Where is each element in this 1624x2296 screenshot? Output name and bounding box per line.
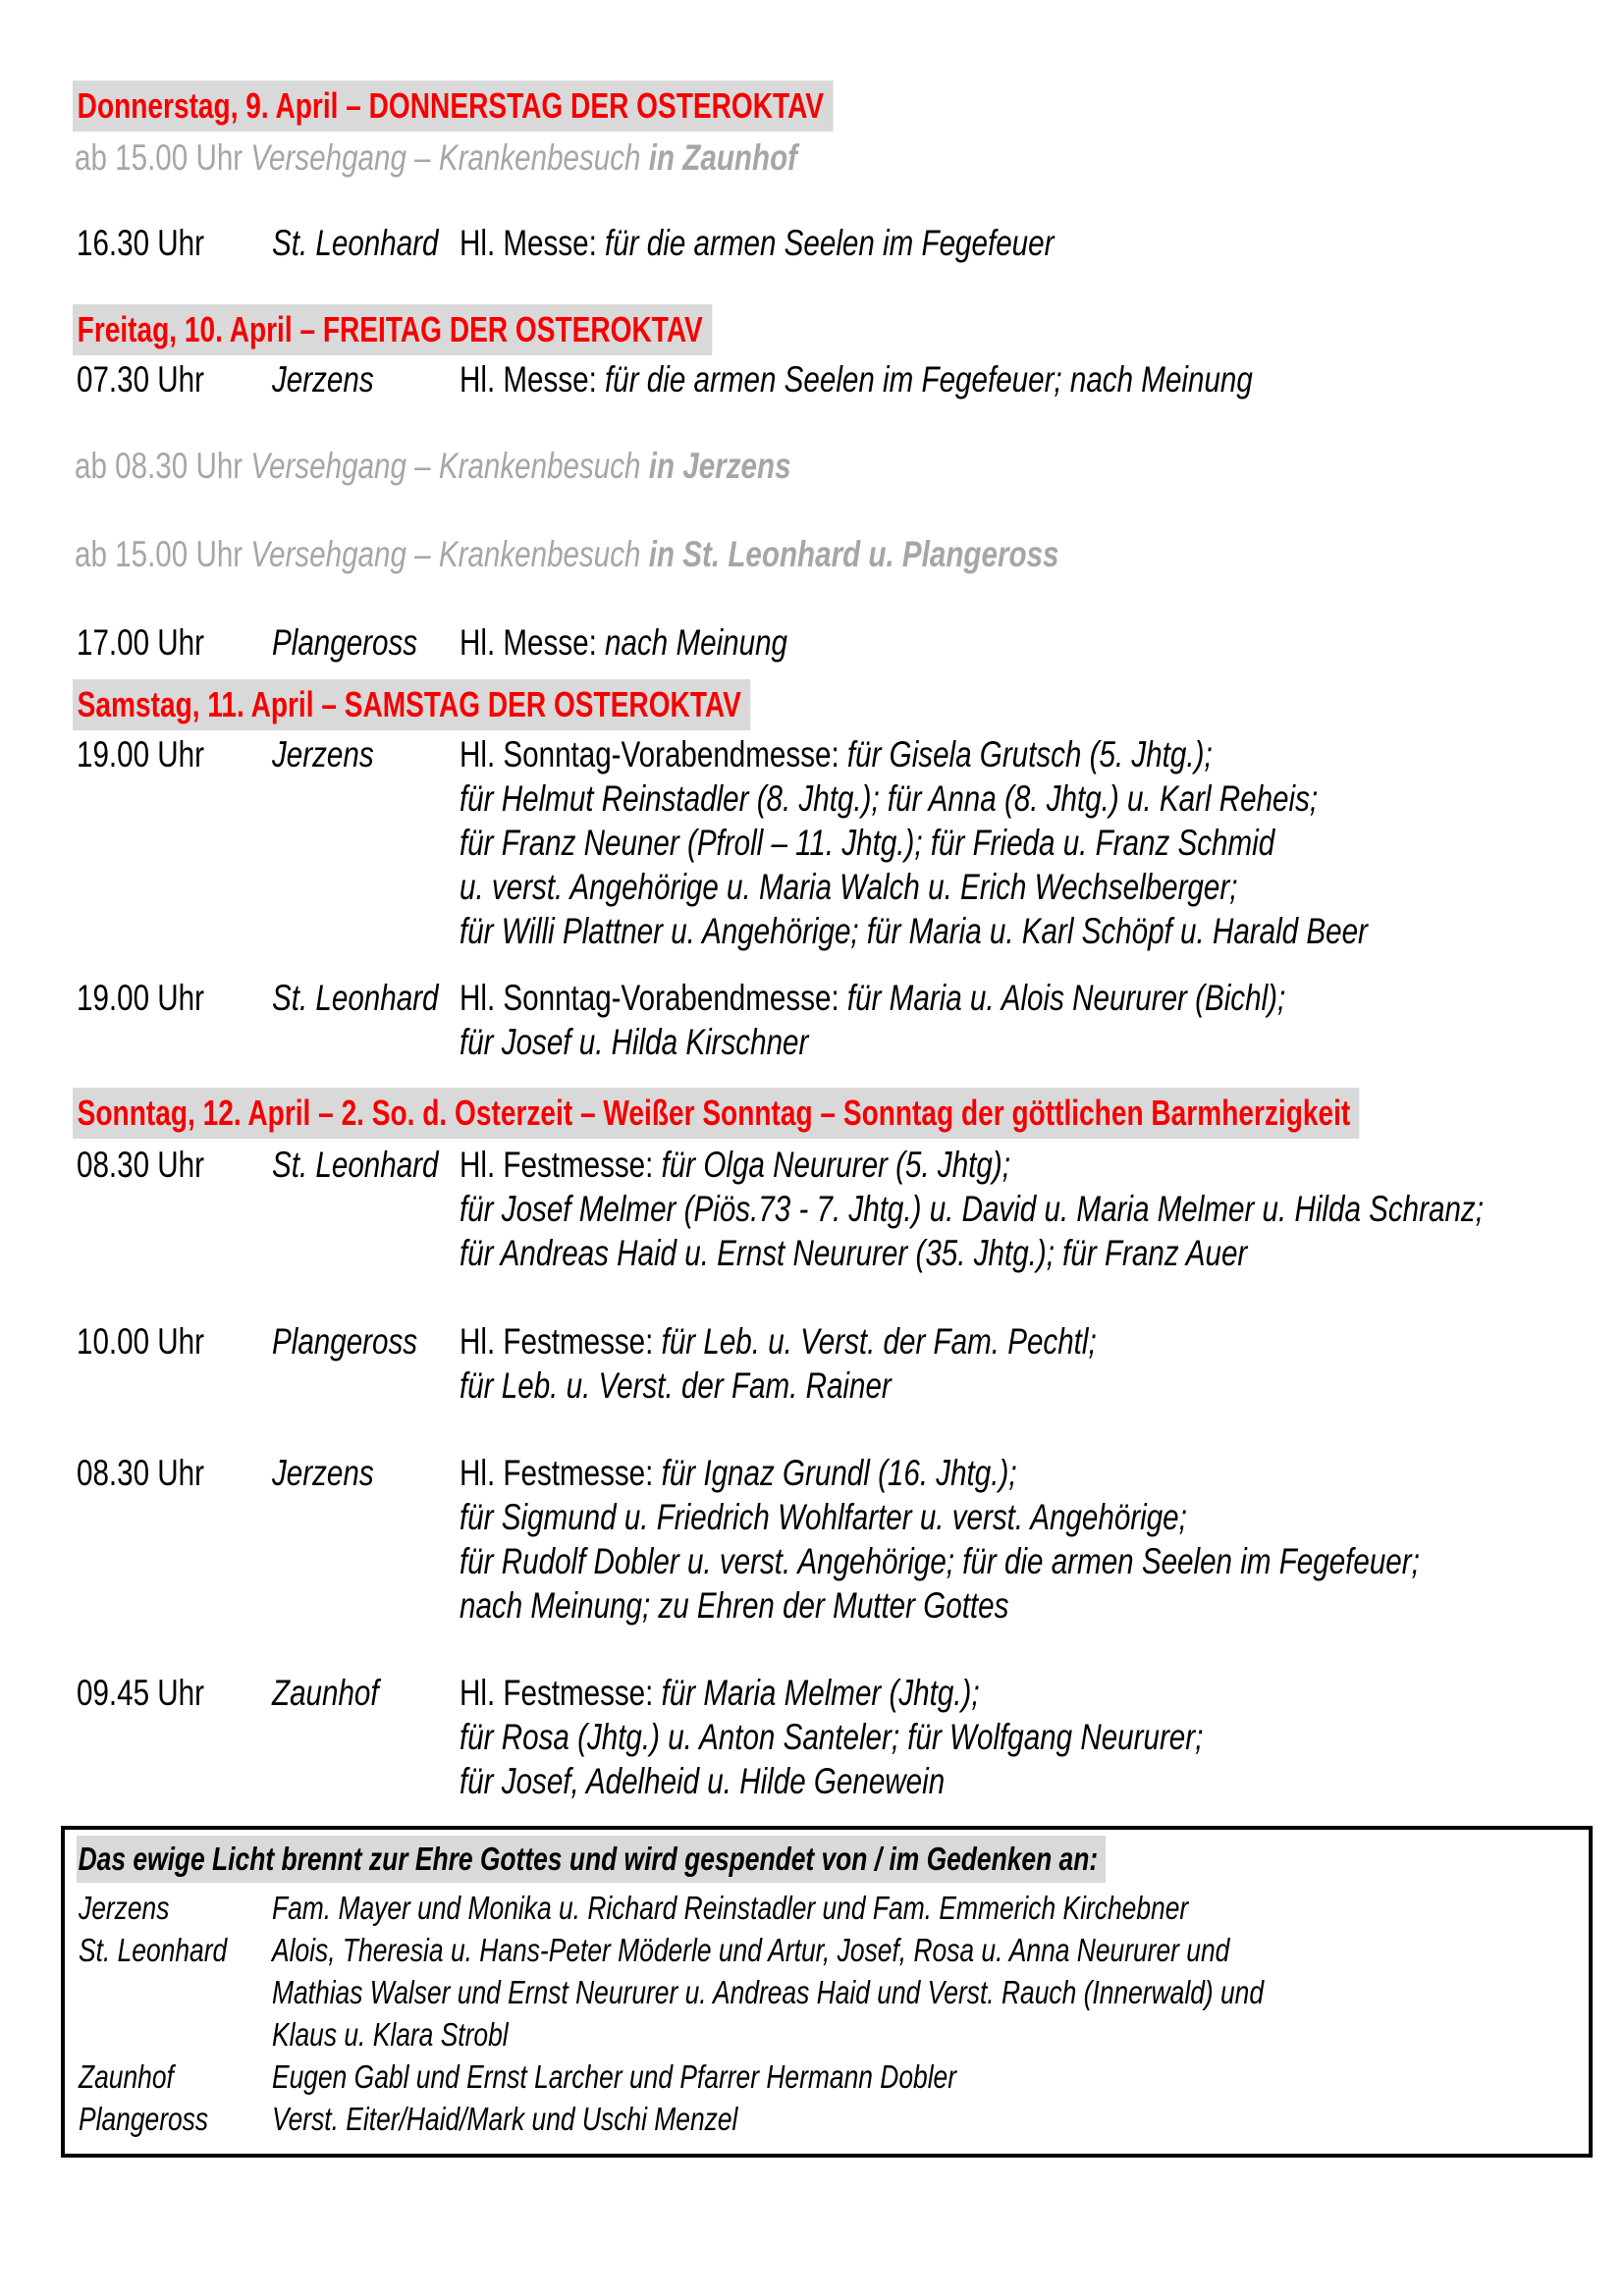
- mass-description: [460, 221, 1203, 265]
- box-title: [77, 1836, 1577, 1883]
- box-entry-line: [77, 1971, 1577, 2013]
- mass-description: [460, 1671, 1389, 1803]
- text-segment: für Josef Melmer (Piös.73 - 7. Jhtg.) u. David u. Maria Melmer u. Hilda Schranz;: [460, 1189, 1484, 1229]
- box-entry-text-inner: Verst. Eiter/Haid/Mark und Uschi Menzel: [272, 2101, 738, 2137]
- mass-place: [272, 357, 400, 401]
- notice-segment: Versehgang – Krankenbesuch: [250, 137, 649, 178]
- notice-text: [75, 532, 1059, 577]
- mass-time-text: 19.00 Uhr: [77, 978, 204, 1018]
- mass-time-text: 09.45 Uhr: [77, 1673, 204, 1713]
- mass-place: [272, 1451, 400, 1495]
- box-entry-line: [77, 2056, 1577, 2098]
- box-entry-line: [77, 2098, 1577, 2140]
- mass-description-line: [460, 1539, 1624, 1583]
- mass-description-text: [460, 1451, 1017, 1495]
- day-header-text: Donnerstag, 9. April – DONNERSTAG DER OSTEROKTAV: [73, 80, 833, 132]
- mass-description-line: [460, 1715, 1389, 1759]
- box-entry-text-inner: Eugen Gabl und Ernst Larcher und Pfarrer Hermann Dobler: [272, 2058, 957, 2095]
- mass-time: [77, 1319, 237, 1363]
- mass-time: [77, 620, 237, 665]
- box-entry-text: [272, 1929, 1577, 1971]
- day-header-text: Samstag, 11. April – SAMSTAG DER OSTEROKTAV: [73, 679, 750, 730]
- text-segment: Hl. Messe:: [460, 223, 606, 263]
- box-title-text: Das ewige Licht brennt zur Ehre Gottes und wird gespendet von / im Gedenken an:: [77, 1836, 1106, 1883]
- text-segment: für Leb. u. Verst. der Fam. Rainer: [460, 1365, 892, 1406]
- mass-place-text: Jerzens: [272, 359, 374, 400]
- mass-time: [77, 1671, 237, 1715]
- mass-description: [460, 1143, 1624, 1275]
- mass-time: [77, 1451, 237, 1495]
- mass-description-text: [460, 1715, 1203, 1759]
- box-entry-place: Zaunhof: [79, 2058, 174, 2095]
- mass-description-text: [460, 1319, 1097, 1363]
- mass-description-text: [460, 1583, 1008, 1628]
- text-segment: nach Meinung: [605, 622, 787, 663]
- box-entry-line: [77, 1887, 1577, 1929]
- text-segment: für Sigmund u. Friedrich Wohlfarter u. verst. Angehörige;: [460, 1497, 1187, 1537]
- text-segment: für die armen Seelen im Fegefeuer; nach Meinung: [605, 359, 1253, 400]
- mass-place-text: St. Leonhard: [272, 978, 439, 1018]
- mass-description-line: [460, 1583, 1624, 1628]
- text-segment: Hl. Festmesse:: [460, 1321, 662, 1362]
- mass-description-text: [460, 357, 1253, 401]
- mass-place-text: Plangeross: [272, 622, 418, 663]
- mass-description: [460, 976, 1492, 1064]
- mass-time-text: 10.00 Uhr: [77, 1321, 204, 1362]
- mass-time-text: 08.30 Uhr: [77, 1145, 204, 1185]
- text-segment: für Maria u. Alois Neururer (Bichl);: [846, 978, 1286, 1018]
- mass-description-line: [460, 1495, 1624, 1539]
- mass-description-text: [460, 909, 1368, 953]
- mass-description-line: [460, 221, 1203, 265]
- mass-description-text: [460, 821, 1274, 865]
- mass-place-text: Plangeross: [272, 1321, 418, 1362]
- mass-place: [272, 620, 454, 665]
- mass-description-line: [460, 976, 1492, 1020]
- mass-description: [460, 1319, 1256, 1408]
- mass-description: [460, 732, 1595, 953]
- mass-description-text: [460, 865, 1237, 909]
- mass-description-line: [460, 909, 1595, 953]
- mass-description-line: [460, 1759, 1389, 1803]
- mass-time-text: 19.00 Uhr: [77, 734, 204, 774]
- text-segment: Hl. Messe:: [460, 359, 606, 400]
- mass-description-text: [460, 1495, 1187, 1539]
- box-entries: [77, 1887, 1577, 2140]
- mass-description-line: [460, 1451, 1624, 1495]
- text-segment: für Josef u. Hilda Kirschner: [460, 1022, 809, 1062]
- mass-description-line: [460, 1363, 1256, 1408]
- text-segment: für die armen Seelen im Fegefeuer: [605, 223, 1055, 263]
- box-entry-line: [77, 2013, 1577, 2056]
- mass-description-text: [460, 221, 1054, 265]
- text-segment: für Franz Neuner (Pfroll – 11. Jhtg.); für Frieda u. Franz Schmid: [460, 823, 1275, 863]
- mass-description-line: [460, 1671, 1389, 1715]
- notice-segment: Versehgang – Krankenbesuch: [250, 534, 649, 574]
- notice-segment: in Jerzens: [648, 446, 791, 486]
- text-segment: für Willi Plattner u. Angehörige; für Maria u. Karl Schöpf u. Harald Beer: [460, 911, 1368, 951]
- text-segment: für Maria Melmer (Jhtg.);: [661, 1673, 980, 1713]
- mass-description-text: [460, 1363, 892, 1408]
- mass-time: [77, 976, 237, 1020]
- mass-description-text: [460, 732, 1213, 776]
- text-segment: Hl. Festmesse:: [460, 1673, 662, 1713]
- mass-description-line: [460, 732, 1595, 776]
- mass-time: [77, 221, 237, 265]
- mass-place: [272, 221, 480, 265]
- mass-description-text: [460, 976, 1285, 1020]
- text-segment: für Helmut Reinstadler (8. Jhtg.); für Anna (8. Jhtg.) u. Karl Reheis;: [460, 778, 1319, 819]
- notice-segment: ab 15.00 Uhr: [75, 534, 251, 574]
- notice-segment: in Zaunhof: [648, 137, 798, 178]
- mass-time: [77, 1143, 237, 1187]
- text-segment: für Andreas Haid u. Ernst Neururer (35. Jhtg.); für Franz Auer: [460, 1233, 1248, 1273]
- box-entry-text-inner: Fam. Mayer und Monika u. Richard Reinstadler und Fam. Emmerich Kirchebner: [272, 1890, 1189, 1926]
- box-entry-text: [272, 2098, 1577, 2140]
- mass-place: [272, 1671, 406, 1715]
- mass-description-line: [460, 1231, 1624, 1275]
- mass-description-line: [460, 1020, 1492, 1064]
- text-segment: nach Meinung; zu Ehren der Mutter Gottes: [460, 1585, 1009, 1626]
- mass-description-text: [460, 620, 787, 665]
- mass-place-text: Jerzens: [272, 1453, 374, 1493]
- mass-description-text: [460, 1143, 1010, 1187]
- text-segment: für Gisela Grutsch (5. Jhtg.);: [846, 734, 1213, 774]
- box-entry-place: Plangeross: [79, 2101, 209, 2137]
- box-entry-place: St. Leonhard: [79, 1932, 228, 1968]
- mass-place-text: St. Leonhard: [272, 1145, 439, 1185]
- box-entry-text-inner: Klaus u. Klara Strobl: [272, 2016, 509, 2053]
- day-header-text: Sonntag, 12. April – 2. So. d. Osterzeit – Weißer Sonntag – Sonntag der göttlichen Barmherzigkeit: [73, 1088, 1360, 1139]
- text-segment: Hl. Messe:: [460, 622, 606, 663]
- mass-time-text: 16.30 Uhr: [77, 223, 204, 263]
- text-segment: für Rudolf Dobler u. verst. Angehörige; für die armen Seelen im Fegefeuer;: [460, 1541, 1420, 1581]
- mass-place: [272, 1143, 480, 1187]
- mass-description-line: [460, 1143, 1624, 1187]
- mass-description: [460, 357, 1451, 401]
- text-segment: für Leb. u. Verst. der Fam. Pechtl;: [661, 1321, 1097, 1362]
- box-entry-text: [272, 1887, 1577, 1929]
- notice-text: [75, 444, 791, 489]
- mass-time: [77, 732, 237, 776]
- text-segment: für Ignaz Grundl (16. Jhtg.);: [661, 1453, 1017, 1493]
- box-entry-text: [272, 2056, 1577, 2098]
- notice-segment: Versehgang – Krankenbesuch: [250, 446, 649, 486]
- mass-place: [272, 732, 400, 776]
- box-entry-text: [272, 1971, 1577, 2013]
- mass-description-line: [460, 776, 1595, 821]
- mass-description-line: [460, 620, 870, 665]
- mass-time: [77, 357, 237, 401]
- mass-description-line: [460, 865, 1595, 909]
- box-entry-text: [272, 2013, 1577, 2056]
- day-header-text: Freitag, 10. April – FREITAG DER OSTEROKTAV: [73, 304, 712, 355]
- mass-description-text: [460, 1539, 1420, 1583]
- text-segment: Hl. Festmesse:: [460, 1145, 662, 1185]
- text-segment: u. verst. Angehörige u. Maria Walch u. Erich Wechselberger;: [460, 867, 1238, 907]
- mass-place-text: Jerzens: [272, 734, 374, 774]
- mass-time-text: 08.30 Uhr: [77, 1453, 204, 1493]
- mass-description: [460, 1451, 1624, 1628]
- mass-place-text: Zaunhof: [272, 1673, 379, 1713]
- notice-text: [75, 135, 797, 181]
- text-segment: Hl. Sonntag-Vorabendmesse:: [460, 978, 847, 1018]
- box-entry-place: Jerzens: [79, 1890, 170, 1926]
- mass-description-text: [460, 1759, 945, 1803]
- mass-description-text: [460, 1187, 1484, 1231]
- notice-segment: in St. Leonhard u. Plangeross: [648, 534, 1059, 574]
- text-segment: für Rosa (Jhtg.) u. Anton Santeler; für Wolfgang Neururer;: [460, 1717, 1204, 1757]
- mass-place-text: St. Leonhard: [272, 223, 439, 263]
- box-entry-line: [77, 1929, 1577, 1971]
- text-segment: für Olga Neururer (5. Jhtg);: [661, 1145, 1010, 1185]
- mass-description: [460, 620, 870, 665]
- mass-time-text: 17.00 Uhr: [77, 622, 204, 663]
- mass-description-text: [460, 1020, 808, 1064]
- mass-description-text: [460, 1231, 1247, 1275]
- mass-description-text: [460, 776, 1318, 821]
- text-segment: für Josef, Adelheid u. Hilde Genewein: [460, 1761, 946, 1801]
- text-segment: Hl. Festmesse:: [460, 1453, 662, 1493]
- text-segment: Hl. Sonntag-Vorabendmesse:: [460, 734, 847, 774]
- box-entry-text-inner: Mathias Walser und Ernst Neururer u. Andreas Haid und Verst. Rauch (Innerwald) und: [272, 1974, 1265, 2010]
- mass-description-line: [460, 1319, 1256, 1363]
- notice-segment: ab 08.30 Uhr: [75, 446, 251, 486]
- mass-place: [272, 1319, 454, 1363]
- mass-description-line: [460, 357, 1451, 401]
- mass-description-line: [460, 1187, 1624, 1231]
- eternal-light-box: [61, 1826, 1593, 2158]
- box-entry-text-inner: Alois, Theresia u. Hans-Peter Möderle und Artur, Josef, Rosa u. Anna Neururer und: [272, 1932, 1230, 1968]
- mass-description-text: [460, 1671, 980, 1715]
- mass-time-text: 07.30 Uhr: [77, 359, 204, 400]
- notice-segment: ab 15.00 Uhr: [75, 137, 251, 178]
- mass-description-line: [460, 821, 1595, 865]
- mass-place: [272, 976, 480, 1020]
